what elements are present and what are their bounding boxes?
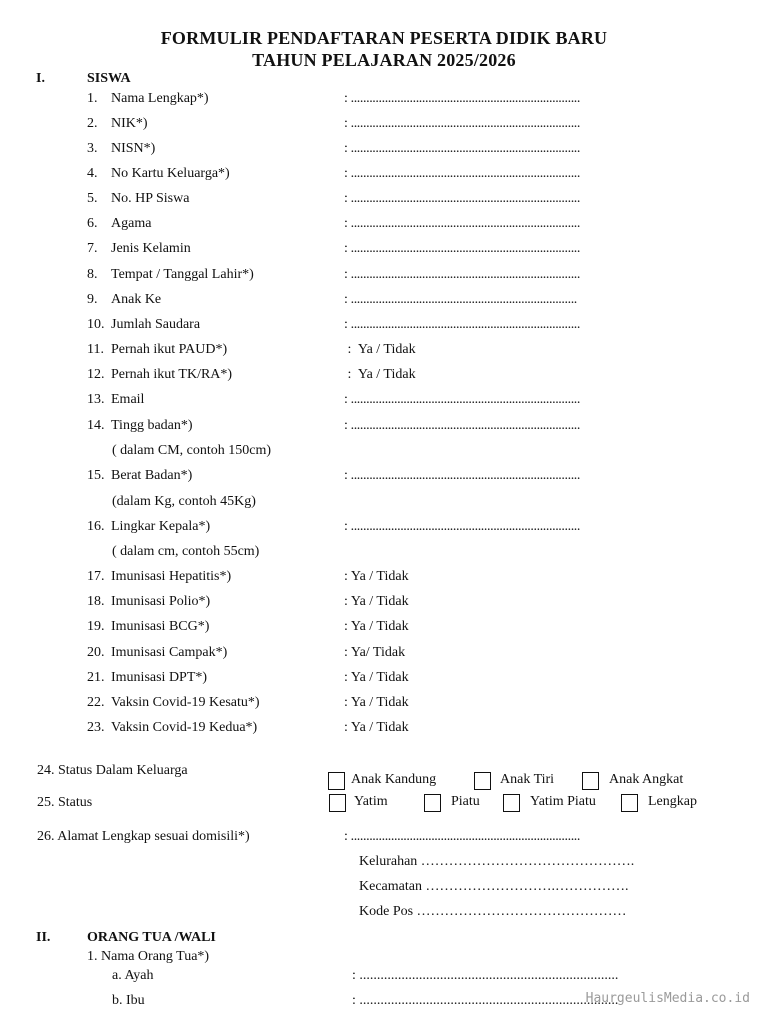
ibu-input[interactable]: : ..........................................................................: [352, 993, 619, 1008]
checkbox-anak-angkat[interactable]: [582, 772, 599, 790]
field-number: 7.: [87, 241, 98, 256]
field-label-text: Nama Lengkap*): [111, 91, 209, 106]
field-label-text: Pernah ikut PAUD*): [111, 342, 228, 357]
field-label: [87, 315, 200, 335]
status-keluarga-label: 24. Status Dalam Keluarga: [37, 763, 188, 778]
field-row: [0, 365, 768, 385]
field-label-text: Imunisasi Hepatitis*): [111, 569, 232, 584]
field-number: 18.: [87, 594, 105, 609]
field-input[interactable]: : ..........................................................................: [344, 418, 580, 433]
yes-no-choice[interactable]: : Ya / Tidak: [344, 367, 416, 382]
field-row: [0, 114, 768, 134]
field-row: [0, 139, 768, 159]
field-row: [0, 693, 768, 713]
option-anak-tiri: Anak Tiri: [500, 772, 555, 787]
field-number: 11.: [87, 342, 104, 357]
field-number: 6.: [87, 216, 98, 231]
field-number: 13.: [87, 392, 105, 407]
option-lengkap: Lengkap: [648, 794, 697, 809]
field-label-text: Agama: [111, 216, 152, 231]
hint-tinggi: ( dalam CM, contoh 150cm): [112, 443, 272, 458]
field-label: [87, 567, 231, 587]
field-number: 4.: [87, 166, 98, 181]
field-label-text: Email: [111, 392, 145, 407]
checkbox-anak-kandung[interactable]: [328, 772, 345, 790]
field-row: [0, 567, 768, 587]
field-label: [87, 617, 209, 637]
hint-berat: (dalam Kg, contoh 45Kg): [112, 494, 256, 509]
form-title: FORMULIR PENDAFTARAN PESERTA DIDIK BARU: [160, 28, 608, 48]
option-piatu: Piatu: [451, 794, 480, 809]
field-number: 2.: [87, 116, 98, 131]
field-input[interactable]: : ..........................................................................: [344, 468, 580, 483]
field-label-text: Jumlah Saudara: [111, 317, 201, 332]
hint-lingkar: ( dalam cm, contoh 55cm): [112, 544, 260, 559]
field-label-text: Imunisasi Polio*): [111, 594, 211, 609]
checkbox-yatim[interactable]: [329, 794, 346, 812]
nama-orang-tua-label: 1. Nama Orang Tua*): [87, 949, 210, 964]
checkbox-lengkap[interactable]: [621, 794, 638, 812]
ibu-label: b. Ibu: [112, 993, 145, 1008]
field-number: 10.: [87, 317, 105, 332]
field-label: [87, 265, 254, 285]
field-row: [0, 466, 768, 486]
section-2-title: ORANG TUA /WALI: [87, 930, 216, 945]
field-label: [87, 365, 232, 385]
field-label: [87, 718, 257, 738]
kelurahan-field[interactable]: Kelurahan ……………………………………….: [359, 854, 635, 869]
section-2-number: II.: [36, 930, 51, 945]
option-yatim: Yatim: [354, 794, 388, 809]
field-number: 14.: [87, 418, 105, 433]
section-1-number: I.: [36, 71, 45, 86]
option-yatim-piatu: Yatim Piatu: [530, 794, 596, 809]
alamat-input[interactable]: : ..........................................................................: [344, 829, 580, 844]
field-label-text: Imunisasi DPT*): [111, 670, 208, 685]
field-label: [87, 390, 144, 410]
ayah-input[interactable]: : ..........................................................................: [352, 968, 619, 983]
field-number: 8.: [87, 267, 98, 282]
field-row: [0, 239, 768, 259]
field-row: [0, 668, 768, 688]
field-input[interactable]: : ..........................................................................: [344, 317, 580, 332]
field-label-text: Pernah ikut TK/RA*): [111, 367, 233, 382]
field-number: 12.: [87, 367, 105, 382]
option-anak-angkat: Anak Angkat: [609, 772, 684, 787]
field-input[interactable]: : ..........................................................................: [344, 241, 580, 256]
field-number: 15.: [87, 468, 105, 483]
section-1-title: SISWA: [87, 71, 131, 86]
field-label: [87, 466, 192, 486]
field-label: [87, 668, 207, 688]
field-number: 20.: [87, 645, 105, 660]
field-label: [87, 416, 193, 436]
field-number: 5.: [87, 191, 98, 206]
field-input[interactable]: : ..........................................................................: [344, 392, 580, 407]
field-number: 9.: [87, 292, 98, 307]
field-number: 17.: [87, 569, 105, 584]
ayah-label: a. Ayah: [112, 968, 154, 983]
yes-no-choice[interactable]: : Ya / Tidak: [344, 619, 409, 634]
field-row: [0, 315, 768, 335]
watermark-text: HaurgeulisMedia.co.id: [585, 991, 750, 1006]
status-label: 25. Status: [37, 795, 93, 810]
field-label: [87, 592, 210, 612]
field-row: [0, 290, 768, 310]
field-number: 19.: [87, 619, 105, 634]
field-row: [0, 643, 768, 663]
field-label-text: Lingkar Kepala*): [111, 519, 211, 534]
field-input[interactable]: : ..........................................................................: [344, 519, 580, 534]
field-number: 3.: [87, 141, 98, 156]
field-row: [0, 517, 768, 537]
field-label: [87, 114, 148, 134]
field-label: [87, 139, 155, 159]
form-subtitle: TAHUN PELAJARAN 2025/2026: [252, 50, 516, 70]
alamat-label: 26. Alamat Lengkap sesuai domisili*): [37, 829, 250, 844]
field-input[interactable]: : ..........................................................................: [344, 116, 580, 131]
field-label-text: Vaksin Covid-19 Kesatu*): [111, 695, 260, 710]
field-number: 16.: [87, 519, 105, 534]
field-row: [0, 617, 768, 637]
field-number: 23.: [87, 720, 105, 735]
yes-no-choice[interactable]: : Ya/ Tidak: [344, 645, 406, 660]
yes-no-choice[interactable]: : Ya / Tidak: [344, 569, 409, 584]
field-row: [0, 214, 768, 234]
field-input[interactable]: : ..........................................................................: [344, 216, 580, 231]
field-label-text: Anak Ke: [111, 292, 162, 307]
field-input[interactable]: : .........................................................................: [344, 292, 577, 307]
field-label-text: Tingg badan*): [111, 418, 193, 433]
yes-no-choice[interactable]: : Ya / Tidak: [344, 594, 409, 609]
field-input[interactable]: : ..........................................................................: [344, 191, 580, 206]
field-label-text: NIK*): [111, 116, 148, 131]
field-number: 22.: [87, 695, 105, 710]
field-label: [87, 340, 227, 360]
field-label: [87, 643, 227, 663]
field-label-text: No. HP Siswa: [111, 191, 190, 206]
field-row: [0, 189, 768, 209]
field-number: 1.: [87, 91, 98, 106]
field-row: [0, 164, 768, 184]
kecamatan-field[interactable]: Kecamatan ……………………….…………….: [359, 879, 629, 894]
yes-no-choice[interactable]: : Ya / Tidak: [344, 720, 409, 735]
field-label-text: Jenis Kelamin: [111, 241, 191, 256]
field-row: [0, 89, 768, 109]
kodepos-field[interactable]: Kode Pos ………………………………………: [359, 904, 627, 919]
alamat-row: [0, 827, 768, 847]
field-label: [87, 164, 230, 184]
field-label-text: NISN*): [111, 141, 156, 156]
yes-no-choice[interactable]: : Ya / Tidak: [344, 670, 409, 685]
field-input[interactable]: : ..........................................................................: [344, 91, 580, 106]
field-label-text: No Kartu Keluarga*): [111, 166, 230, 181]
field-row: [0, 340, 768, 360]
field-label: [87, 89, 209, 109]
yes-no-choice[interactable]: : Ya / Tidak: [344, 342, 416, 357]
field-label: [87, 290, 161, 310]
field-label-text: Imunisasi Campak*): [111, 645, 228, 660]
checkbox-piatu[interactable]: [424, 794, 441, 812]
field-row: [0, 718, 768, 738]
checkbox-anak-tiri[interactable]: [474, 772, 491, 790]
field-label-text: Imunisasi BCG*): [111, 619, 210, 634]
field-label-text: Vaksin Covid-19 Kedua*): [111, 720, 258, 735]
field-label: [87, 693, 260, 713]
option-anak-kandung: Anak Kandung: [351, 772, 437, 787]
field-row: [0, 416, 768, 436]
field-row: [0, 390, 768, 410]
field-label: [87, 517, 210, 537]
field-number: 21.: [87, 670, 105, 685]
field-label: [87, 239, 191, 259]
field-label: [87, 189, 189, 209]
field-input[interactable]: : ..........................................................................: [344, 267, 580, 282]
field-label: [87, 214, 151, 234]
field-row: [0, 265, 768, 285]
yes-no-choice[interactable]: : Ya / Tidak: [344, 695, 409, 710]
field-input[interactable]: : ..........................................................................: [344, 141, 580, 156]
checkbox-yatim-piatu[interactable]: [503, 794, 520, 812]
field-label-text: Berat Badan*): [111, 468, 193, 483]
field-row: [0, 592, 768, 612]
field-input[interactable]: : ..........................................................................: [344, 166, 580, 181]
field-label-text: Tempat / Tanggal Lahir*): [111, 267, 254, 282]
